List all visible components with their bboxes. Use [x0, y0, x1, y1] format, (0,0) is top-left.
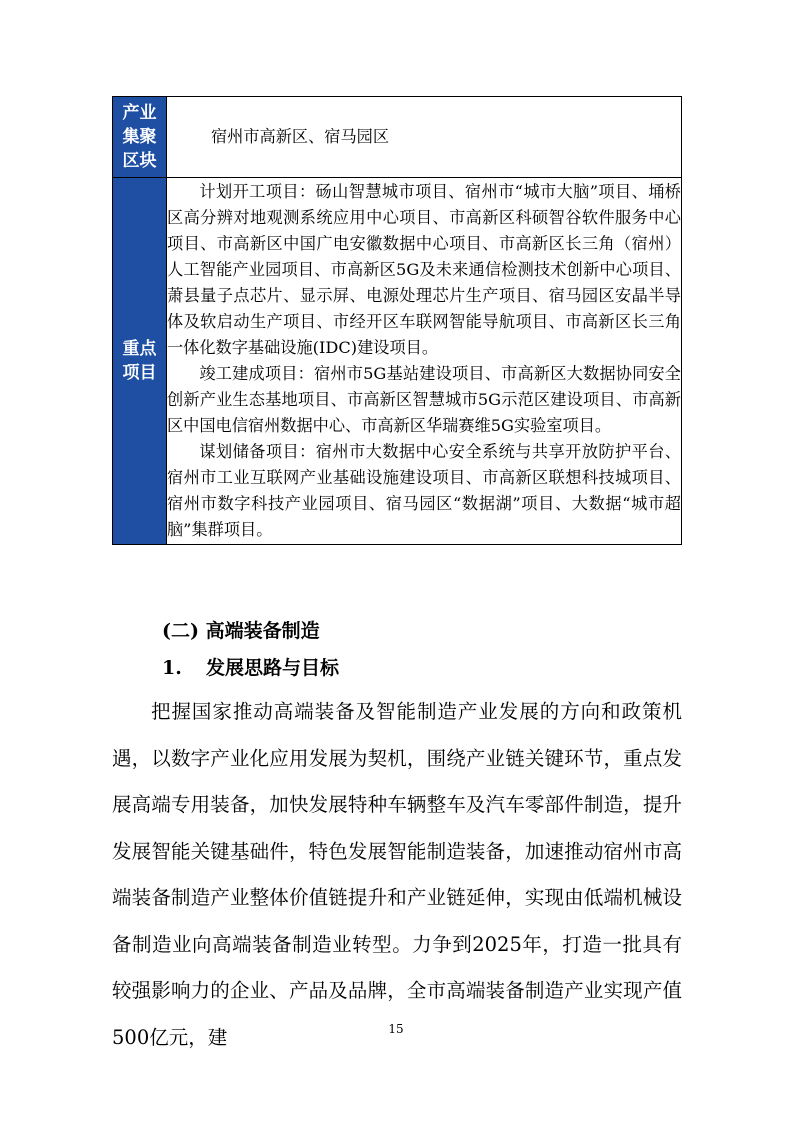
- industry-cluster-content: 宿州市高新区、宿马园区: [167, 97, 682, 178]
- row-label-industry-cluster: [113, 97, 167, 178]
- section-heading: (二) 高端装备制造: [162, 620, 320, 642]
- page-number: 15: [388, 1022, 404, 1036]
- label-line: 项目: [122, 363, 157, 383]
- label-line: 产业: [122, 103, 157, 123]
- key-projects-table: [112, 96, 682, 545]
- table-row-industry-cluster: [113, 97, 682, 178]
- key-projects-content: [167, 178, 682, 545]
- sub-heading-number: 1.: [162, 657, 182, 679]
- completed-projects: 竣工建成项目：宿州市5G基站建设项目、市高新区大数据协同安全创新产业生态基地项目、市高新区智慧城市5G示范区建设项目、市高新区中国电信宿州数据中心、市高新区华瑞赛维5G实验室项目。: [167, 364, 681, 435]
- label-line: 区块: [122, 151, 157, 171]
- label-line: 重点: [122, 339, 157, 359]
- sub-heading-title: 发展思路与目标: [206, 657, 340, 679]
- planned-start-projects: 计划开工项目：砀山智慧城市项目、宿州市“城市大脑”项目、埇桥区高分辨对地观测系统应用中心项目、市高新区科硕智谷软件服务中心项目、市高新区中国广电安徽数据中心项目、市高新区长三角（宿州）人工智能产业园项目、市高新区5G及未来通信检测技术创新中心项目、萧县量子点芯片、显示屏、电源处理芯片生产项目、宿马园区安晶半导体及软启动生产项目、市经开区车联网智能导航项目、市高新区长三角一体化数字基础设施(IDC)建设项目。: [167, 182, 681, 357]
- table-row-key-projects: [113, 178, 682, 545]
- sub-heading: [162, 653, 339, 683]
- reserve-projects: 谋划储备项目：宿州市大数据中心安全系统与共享开放防护平台、宿州市工业互联网产业基础设施建设项目、市高新区联想科技城项目、宿州市数字科技产业园项目、宿马园区“数据湖”项目、大数据“城市超脑”集群项目。: [167, 442, 681, 539]
- label-line: 集聚: [122, 127, 157, 147]
- body-paragraph: 把握国家推动高端装备及智能制造产业发展的方向和政策机遇，以数字产业化应用发展为契机，围绕产业链关键环节，重点发展高端专用装备，加快发展特种车辆整车及汽车零部件制造，提升发展智能关键基础件，特色发展智能制造装备，加速推动宿州市高端装备制造产业整体价值链提升和产业链延伸，实现由低端机械设备制造业向高端装备制造业转型。力争到2025年，打造一批具有较强影响力的企业、产品及品牌，全市高端装备制造产业实现产值500亿元，建: [112, 700, 682, 1049]
- row-label-key-projects: [113, 178, 167, 545]
